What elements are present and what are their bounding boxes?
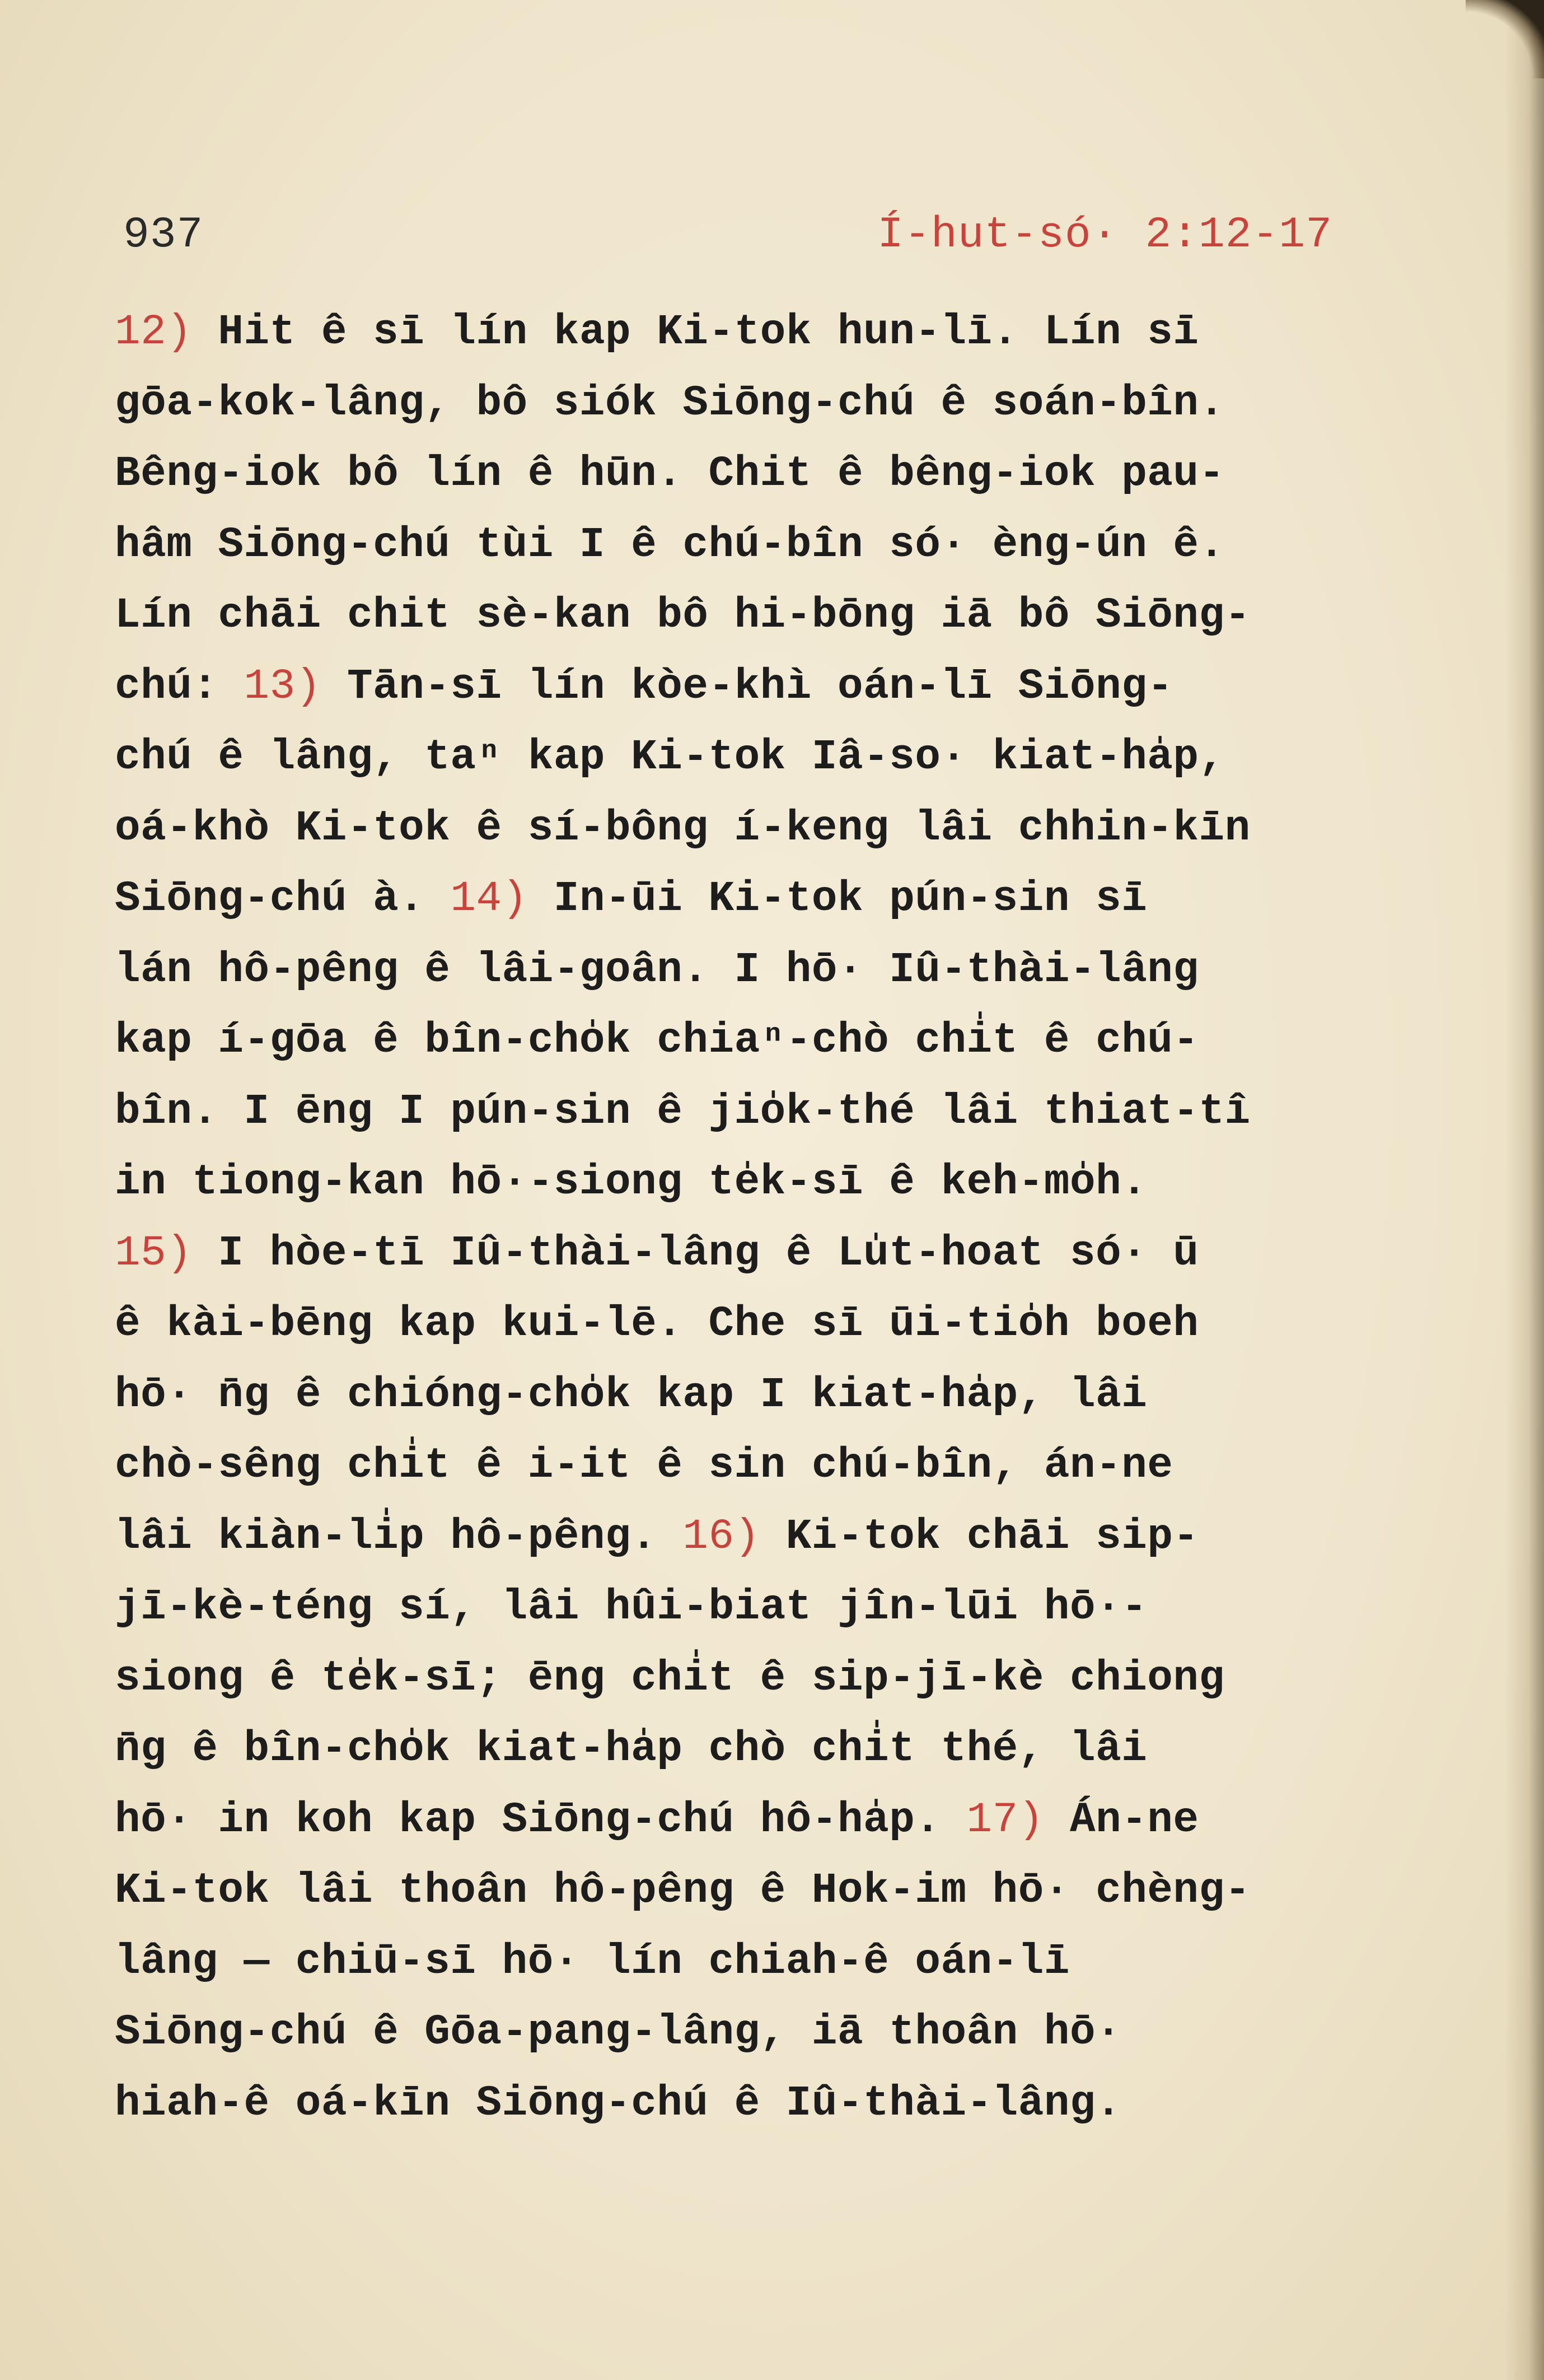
verse-text: gōa-kok-lâng, bô siók Siōng-chú ê soán-bîn. [115, 379, 1225, 427]
verse-text: I hòe-tī Iû-thài-lâng ê Lu̍t-hoat só· ū [192, 1229, 1199, 1277]
text-line [115, 1785, 1363, 1856]
page-number: 937 [123, 211, 204, 260]
verse-text: chú: [115, 662, 244, 711]
verse-text: Án-ne [1044, 1795, 1199, 1844]
text-line [115, 1572, 1363, 1643]
verse-text: in tiong-kan hō·-siong te̍k-sī ê keh-mo̍h. [115, 1158, 1148, 1206]
text-line [115, 1147, 1363, 1218]
verse-number: 14) [450, 875, 528, 923]
verse-text: n̄g ê bîn-cho̍k kiat-ha̍p chò chi̍t thé, lâi [115, 1725, 1148, 1773]
text-line [115, 864, 1363, 935]
verse-text: lán hô-pêng ê lâi-goân. I hō· Iû-thài-lâng [115, 945, 1199, 994]
verse-number: 13) [244, 662, 321, 711]
text-line [115, 1218, 1363, 1289]
text-line [115, 2068, 1363, 2139]
text-line [115, 1430, 1363, 1501]
text-line [115, 1926, 1363, 1998]
verse-text: lâi kiàn-li̍p hô-pêng. [115, 1512, 683, 1561]
text-line [115, 580, 1363, 651]
text-line [115, 935, 1363, 1006]
text-line [115, 368, 1363, 439]
verse-text: hō· in koh kap Siōng-chú hô-ha̍p. [115, 1795, 967, 1844]
verse-text: kap í-gōa ê bîn-cho̍k chiaⁿ-chò chi̍t ê chú- [115, 1016, 1199, 1065]
text-line [115, 510, 1363, 581]
page-edge-shadow [1505, 0, 1544, 2380]
running-head: Í-hut-só· 2:12-17 [877, 211, 1332, 260]
verse-number: 12) [115, 308, 193, 356]
text-line [115, 438, 1363, 510]
verse-text: chò-sêng chi̍t ê i-it ê sin chú-bîn, án-ne [115, 1441, 1173, 1490]
text-line [115, 1714, 1363, 1785]
verse-number: 17) [966, 1795, 1044, 1844]
text-line [115, 297, 1363, 368]
verse-text: Hit ê sī lín kap Ki-tok hun-lī. Lín sī [192, 308, 1199, 356]
text-line [115, 1360, 1363, 1431]
verse-text: chú ê lâng, taⁿ kap Ki-tok Iâ-so· kiat-ha̍p, [115, 733, 1225, 781]
verse-text: Lín chāi chit sè-kan bô hi-bōng iā bô Siōng- [115, 591, 1251, 640]
verse-text: hâm Siōng-chú tùi I ê chú-bîn só· èng-ún ê. [115, 520, 1225, 569]
verse-text: Tān-sī lín kòe-khì oán-lī Siōng- [321, 662, 1173, 711]
verse-text: oá-khò Ki-tok ê sí-bông í-keng lâi chhin-kīn [115, 804, 1251, 852]
verse-text: ê kài-bēng kap kui-lē. Che sī ūi-tio̍h boeh [115, 1300, 1199, 1348]
text-line [115, 1289, 1363, 1360]
text-line [115, 1076, 1363, 1147]
page-corner [1466, 0, 1544, 78]
text-line [115, 722, 1363, 793]
body-text [115, 297, 1363, 2139]
text-line [115, 793, 1363, 864]
verse-text: siong ê te̍k-sī; ēng chi̍t ê sip-jī-kè chiong [115, 1654, 1225, 1702]
verse-text: hō· n̄g ê chióng-cho̍k kap I kiat-ha̍p, lâi [115, 1370, 1148, 1419]
verse-text: lâng — chiū-sī hō· lín chiah-ê oán-lī [115, 1937, 1070, 1986]
text-line [115, 1855, 1363, 1926]
verse-text: hiah-ê oá-kīn Siōng-chú ê Iû-thài-lâng. [115, 2079, 1122, 2127]
verse-text: In-ūi Ki-tok pún-sin sī [527, 875, 1148, 923]
verse-text: Siōng-chú à. [115, 875, 451, 923]
verse-text: Ki-tok lâi thoân hô-pêng ê Hok-im hō· chèng- [115, 1866, 1251, 1915]
verse-text: jī-kè-téng sí, lâi hûi-biat jîn-lūi hō·- [115, 1583, 1148, 1631]
verse-text: Ki-tok chāi sip- [760, 1512, 1199, 1561]
page-header [123, 202, 1332, 269]
verse-number: 15) [115, 1229, 193, 1277]
text-line [115, 651, 1363, 722]
verse-text: Bêng-iok bô lín ê hūn. Chit ê bêng-iok pau- [115, 450, 1225, 498]
text-line [115, 1501, 1363, 1572]
text-line [115, 1997, 1363, 2068]
verse-number: 16) [682, 1512, 760, 1561]
verse-text: Siōng-chú ê Gōa-pang-lâng, iā thoân hō· [115, 2008, 1122, 2056]
text-line [115, 1005, 1363, 1076]
verse-text: bîn. I ēng I pún-sin ê jio̍k-thé lâi thiat-tî [115, 1087, 1251, 1136]
text-line [115, 1643, 1363, 1714]
